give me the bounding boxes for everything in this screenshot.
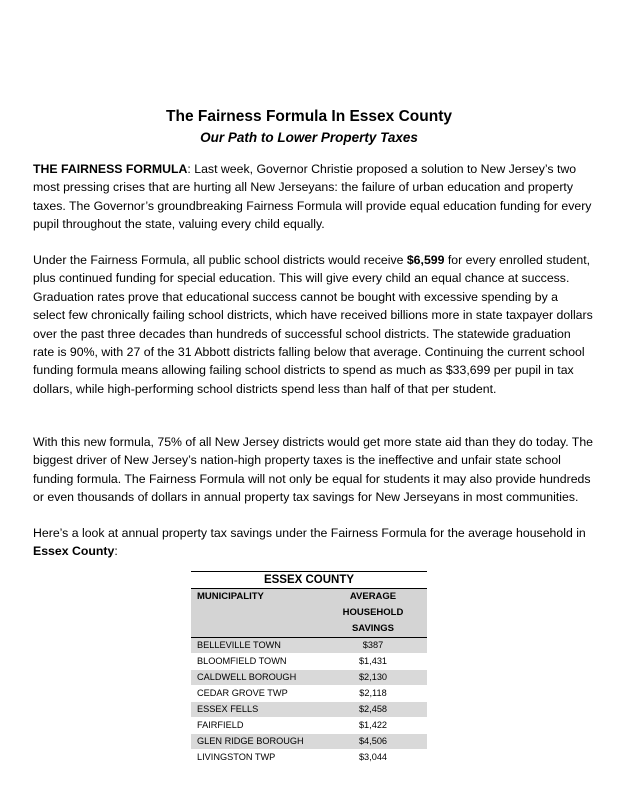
table-caption-row xyxy=(191,572,427,589)
paragraph-savings-pre: Here’s a look at annual property tax savings under the Fairness Formula for the average household in xyxy=(33,526,586,540)
column-header-savings-line2: HOUSEHOLD xyxy=(342,607,404,618)
paragraph-funding-post: for every enrolled student, plus continued funding for special education. This will give every child an equal chance at success. Graduation rates prove that educational success cannot be bought with excessive spending by a select few chronically failing school districts, which have received billions more in state taxpayer dollars over the past three decades than hundreds of successful school districts. The statewide graduation rate is 90%, with 27 of the 31 Abbott districts falling below that average. Continuing the current school funding formula means allowing failing school districts to spend as much as $33,699 per pupil in tax dollars, while high-performing school districts spend less than half of that per student. xyxy=(33,253,593,396)
savings-cell: $1,422 xyxy=(319,718,427,734)
savings-cell: $1,431 xyxy=(319,654,427,670)
paragraph-intro-text: : Last week, Governor Christie proposed a solution to New Jersey’s two most pressing crises that are hurting all New Jerseyans: the failure of urban education and property taxes. The Governor’s groundbreaking Fairness Formula will provide equal education funding for every pupil throughout the state, valuing every child equally. xyxy=(33,162,592,232)
table-row xyxy=(191,718,427,734)
municipality-cell: GLEN RIDGE BOROUGH xyxy=(191,734,319,750)
table-row xyxy=(191,638,427,654)
savings-cell: $3,044 xyxy=(319,750,427,766)
paragraph-funding-pre: Under the Fairness Formula, all public school districts would receive xyxy=(33,253,407,267)
municipality-cell: ESSEX FELLS xyxy=(191,702,319,718)
savings-cell: $387 xyxy=(319,638,427,654)
paragraph-savings-county: Essex County xyxy=(33,544,115,559)
column-header-municipality: MUNICIPALITY xyxy=(191,589,319,638)
table-caption: ESSEX COUNTY xyxy=(191,572,427,589)
page-title: The Fairness Formula In Essex County xyxy=(166,108,452,125)
table-row xyxy=(191,686,427,702)
column-header-savings xyxy=(319,589,427,638)
savings-table xyxy=(191,571,427,766)
table-row xyxy=(191,654,427,670)
paragraph-funding-amount: $6,599 xyxy=(406,253,445,267)
paragraph-intro xyxy=(33,160,593,234)
table-header-row xyxy=(191,589,427,638)
savings-cell: $4,506 xyxy=(319,734,427,750)
paragraph-funding xyxy=(33,251,593,398)
municipality-cell: FAIRFIELD xyxy=(191,718,319,734)
municipality-cell: CEDAR GROVE TWP xyxy=(191,686,319,702)
savings-cell: $2,118 xyxy=(319,686,427,702)
municipality-cell: BLOOMFIELD TOWN xyxy=(191,654,319,670)
savings-cell: $2,130 xyxy=(319,670,427,686)
savings-cell: $2,458 xyxy=(319,702,427,718)
paragraph-intro-lead: THE FAIRNESS FORMULA xyxy=(33,162,188,176)
paragraph-savings-post: : xyxy=(114,544,118,559)
page-subtitle: Our Path to Lower Property Taxes xyxy=(200,130,418,145)
table-body xyxy=(191,638,427,766)
paragraph-savings-intro xyxy=(33,524,593,561)
municipality-cell: BELLEVILLE TOWN xyxy=(191,638,319,654)
paragraph-state-aid: With this new formula, 75% of all New Jersey districts would get more state aid than they do today. The biggest driver of New Jersey’s nation-high property taxes is the ineffective and unfair state school funding formula. The Fairness Formula will not only be equal for students it may also provide hundreds or even thousands of dollars in annual property tax savings for New Jerseyans in most communities. xyxy=(33,435,594,505)
municipality-cell: CALDWELL BOROUGH xyxy=(191,670,319,686)
municipality-cell: LIVINGSTON TWP xyxy=(191,750,319,766)
table-row xyxy=(191,702,427,718)
table-row xyxy=(191,670,427,686)
column-header-savings-line1: AVERAGE xyxy=(349,591,397,602)
column-header-savings-line3: SAVINGS xyxy=(351,623,395,634)
table-row xyxy=(191,750,427,766)
table-row xyxy=(191,734,427,750)
